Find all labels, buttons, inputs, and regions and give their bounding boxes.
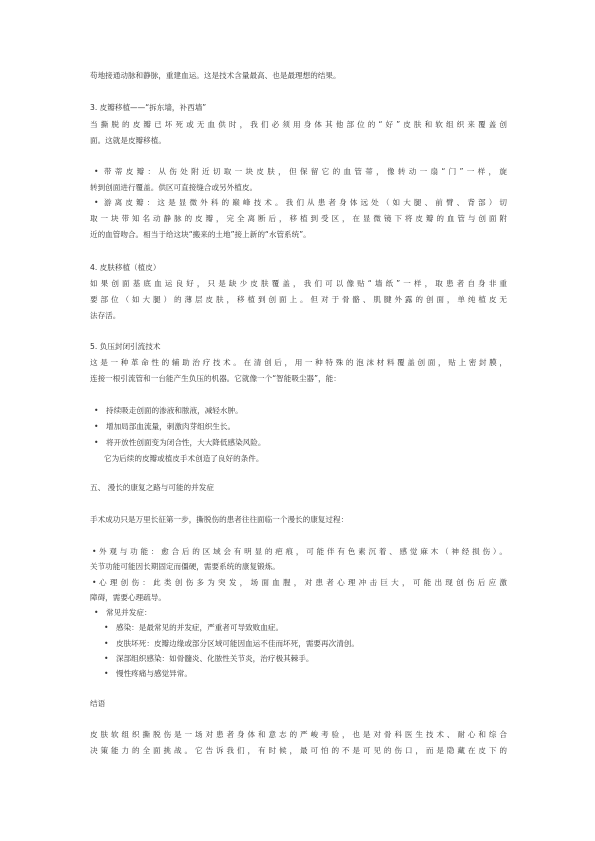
bullet-icon: • <box>104 669 109 678</box>
complication-item: 深部组织感染：如骨髓炎、化脓性关节炎，治疗极其棘手。 <box>116 654 314 663</box>
graft-paragraph-line: 要部位（如大腿）的薄层皮肤，移植到创面上。但对于骨骼、肌腱外露的创面，单纯植皮无 <box>90 295 507 304</box>
recovery-bullet-line: 外观与功能：愈合后的区域会有明显的疤痕，可能伴有色素沉着、感觉麻木（神经损伤）。 <box>99 547 507 556</box>
bullet-icon: • <box>92 578 97 587</box>
npwt-after-text: 它为后续的皮瓣或植皮手术创造了良好的条件。 <box>104 454 264 463</box>
recovery-bullet-line: 心理创伤：此类创伤多为突发，场面血腥，对患者心理冲击巨大，可能出现创伤后应激 <box>99 578 507 587</box>
complication-item: 皮肤坏死：皮瓣边缘或部分区域可能因血运不佳而坏死，需要再次清创。 <box>116 639 359 648</box>
flap-bullet-line: 游离皮瓣：这是显微外科的巅峰技术。我们从患者身体远处（如大腿、前臂、背部）切 <box>104 198 507 207</box>
flap-bullet-line: 取一块带知名动静脉的皮瓣，完全离断后，移植到受区，在显微镜下将皮瓣的血管与创面附 <box>90 214 507 223</box>
npwt-bullet: 持续吸走创面的渗液和脓液，减轻水肿。 <box>106 406 243 415</box>
bullet-icon: • <box>94 438 99 447</box>
graft-paragraph-line: 法存活。 <box>90 311 121 320</box>
graft-paragraph-line: 如果创面基底血运良好，只是缺少皮肤覆盖，我们可以像贴“墙纸”一样，取患者自身非重 <box>90 279 507 288</box>
conclusion-paragraph-line: 决策能力的全面挑战。它告诉我们，有时候，最可怕的不是可见的伤口，而是隐藏在皮下的 <box>90 746 507 755</box>
flap-paragraph-line: 当撕脱的皮瓣已坏死或无血供时，我们必须用身体其他部位的“好”皮肤和软组织来覆盖创 <box>90 120 507 129</box>
bullet-icon: • <box>94 198 99 207</box>
bullet-icon: • <box>104 639 109 648</box>
npwt-heading: 5. 负压封闭引流技术 <box>90 342 161 351</box>
bullet-icon: • <box>104 623 109 632</box>
recovery-bullet-line: 障碍，需要心理疏导。 <box>90 593 166 602</box>
conclusion-paragraph-line: 皮肤软组织撕脱伤是一场对患者身体和意志的严峻考验，也是对骨科医生技术、耐心和综合 <box>90 730 507 739</box>
bullet-icon: • <box>94 422 99 431</box>
flap-bullet-line: 转到创面进行覆盖。供区可直接缝合或另外植皮。 <box>90 183 258 192</box>
npwt-bullet: 将开放性创面变为闭合性，大大降低感染风险。 <box>106 438 266 447</box>
flap-bullet-line: 带蒂皮瓣：从伤处附近切取一块皮肤，但保留它的血管蒂，像转动一扇“门”一样，旋 <box>104 167 507 176</box>
npwt-paragraph-line: 这是一种革命性的辅助治疗技术。在清创后，用一种特殊的泡沫材料覆盖创面，贴上密封膜， <box>90 358 507 367</box>
complication-item: 感染：是最常见的并发症，严重者可导致败血症。 <box>116 623 284 632</box>
flap-paragraph-line: 面。这就是皮瓣移植。 <box>90 136 166 145</box>
bullet-icon: • <box>104 654 109 663</box>
npwt-bullet: 增加局部血流量，刺激肉芽组织生长。 <box>106 422 236 431</box>
bullet-icon: • <box>92 547 97 556</box>
complication-item: 慢性疼痛与感觉异常。 <box>116 669 192 678</box>
flap-bullet-line: 近的血管吻合。相当于给这块“搬来的土地”接上新的“水管系统”。 <box>90 230 311 239</box>
conclusion-heading: 结语 <box>90 699 106 708</box>
flap-heading: 3. 皮瓣移植——“拆东墙，补西墙” <box>90 103 207 112</box>
recovery-intro: 手术成功只是万里长征第一步，撕脱伤的患者往往面临一个漫长的康复过程： <box>90 515 349 524</box>
graft-heading: 4. 皮肤移植（植皮） <box>90 263 161 272</box>
recovery-heading: 五、 漫长的康复之路与可能的并发症 <box>90 483 214 492</box>
intro-line: 苟地接通动脉和静脉，重建血运。这是技术含量最高、也是最理想的结果。 <box>90 71 341 80</box>
bullet-icon: • <box>94 167 99 176</box>
recovery-bullet-line: 常见并发症： <box>106 608 152 617</box>
bullet-icon: • <box>94 608 99 617</box>
recovery-bullet-line: 关节功能可能因长期固定而僵硬，需要系统的康复锻炼。 <box>90 562 280 571</box>
npwt-paragraph-line: 连接一根引流管和一台能产生负压的机器。它就像一个“智能吸尘器”，能： <box>90 374 341 383</box>
bullet-icon: • <box>94 406 99 415</box>
